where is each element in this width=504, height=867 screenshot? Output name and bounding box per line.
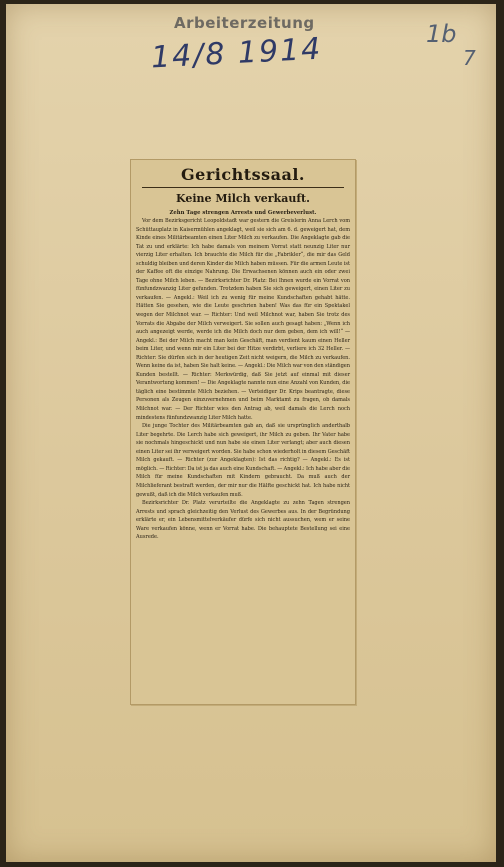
section-heading: Gerichtssaal. bbox=[180, 165, 305, 184]
heading-rule bbox=[142, 187, 344, 188]
newspaper-clipping bbox=[130, 159, 356, 705]
handwritten-reference-number: 7 bbox=[463, 46, 476, 70]
handwritten-date: 14/8 1914 bbox=[150, 31, 324, 76]
newspaper-name-stamp: Arbeiterzeitung bbox=[174, 14, 315, 32]
archive-sheet bbox=[6, 4, 496, 862]
handwritten-reference: 1b bbox=[426, 20, 457, 48]
article-paragraph: Bezirksrichter Dr. Platz verurteilte die Angeklagte zu zehn Tagen strengen Arrests und sprach gleichzeitig den Verlust des Gewerbes aus. In der Begründung erklärte er, ein Lebensmittelverkäufer dürfe sich nicht aussuchen, wem er seine Ware verkaufen könne, wenn er Vorrat habe. Die behauptete Bestellung sei eine Ausrede. bbox=[136, 500, 350, 541]
article-lead: Zehn Tage strengen Arrests und Gewerbeverlust. bbox=[169, 210, 317, 216]
article-paragraph: Vor dem Bezirksgericht Leopoldstadt war gestern die Greislerin Anna Lerch vom Schüttauplatz in Kaisermühlen angeklagt, weil sie sich am 6. d. geweigert hat, dem Kinde eines Militärbeamten einen Liter Milch zu verkaufen. Die Angeklagte gab die Tat zu und erklärte: Ich habe damals von meinem Vorrat statt neunzig Liter nur vierzig Liter erhalten. Ich brauchte die Milch für die „Fabrikler“, die mir das Geld schuldig bleiben und deren Kinder die Milch haben müssen. Für die armen Leute ist der Kaffee oft die einzige Nahrung. Die Erwachsenen können auch ein oder zwei Tage ohne Milch leben. — Bezirksrichter Dr. Platz: Bei Ihnen wurde ein Vorrat von fünfundzwanzig Liter gefunden. Trotzdem haben Sie sich geweigert, einen Liter zu verkaufen. — Angekl.: Weil ich zu wenig für meine Kundschaften gehabt hätte. Hätten Sie gesehen, wie die Leute geschrien haben! Was das für ein Spektakel wegen der Milchnot war. — Richter: Und weil Milchnot war, haben Sie trotz des Vorrats die Abgabe der Milch verweigert. Sie sollen auch gesagt haben: „Wenn ich auch angezeigt werde, werde ich die Milch doch nur dem geben, dem ich will!“ — Angekl.: Bei der Milch macht man kein Geschäft, man verdient kaum einen Heller beim Liter, und wenn mir ein Liter bei der Hitze verdirbt, verliere ich 32 Heller. — Richter: Sie dürfen sich in der heutigen Zeit nicht weigern, die Milch zu verkaufen. Wenn keine da ist, haben Sie halt keine. — Angekl.: Die Milch war von den ständigen Kunden bestellt. — Richter: Merkwürdig, daß Sie jetzt auf einmal mit dieser Verantwortung kommen! — Die Angeklagte nannte nun eine Anzahl von Kunden, die täglich eine bestimmte Milch beziehen. — Verteidiger Dr. Krips beantragte, diese Personen als Zeugen einzuvernehmen und beim Marktamt zu fragen, ob damals Milchnot war. — Der Richter wies den Antrag ab, weil damals die Lerch noch mindestens fünfundzwanzig Liter Milch hatte. bbox=[136, 218, 350, 421]
article-paragraph: Die junge Tochter des Militärbeamten gab an, daß sie ursprünglich anderthalb Liter begehrte. Die Lerch habe sich geweigert, ihr Milch zu geben. Ihr Vater habe sie nochmals hingeschickt und nun habe sie einen Liter verlangt; aber auch diesen einen Liter sei ihr verweigert worden. Sie habe schon wiederholt in diesem Geschäft Milch gekauft. — Richter (zur Angeklagten): Ist das richtig? — Angekl.: Es ist möglich. — Richter: Da ist ja das auch eine Kundschaft. — Angekl.: Ich habe aber die Milch für meine Kundschaften mit Kindern gebraucht. Da muß auch der Milchlieferant bestraft werden, der mir nur die Hälfte geschickt hat. Ich habe nicht gewußt, daß ich die Milch verkaufen muß. bbox=[136, 423, 350, 498]
article-headline: Keine Milch verkauft. bbox=[176, 192, 310, 205]
